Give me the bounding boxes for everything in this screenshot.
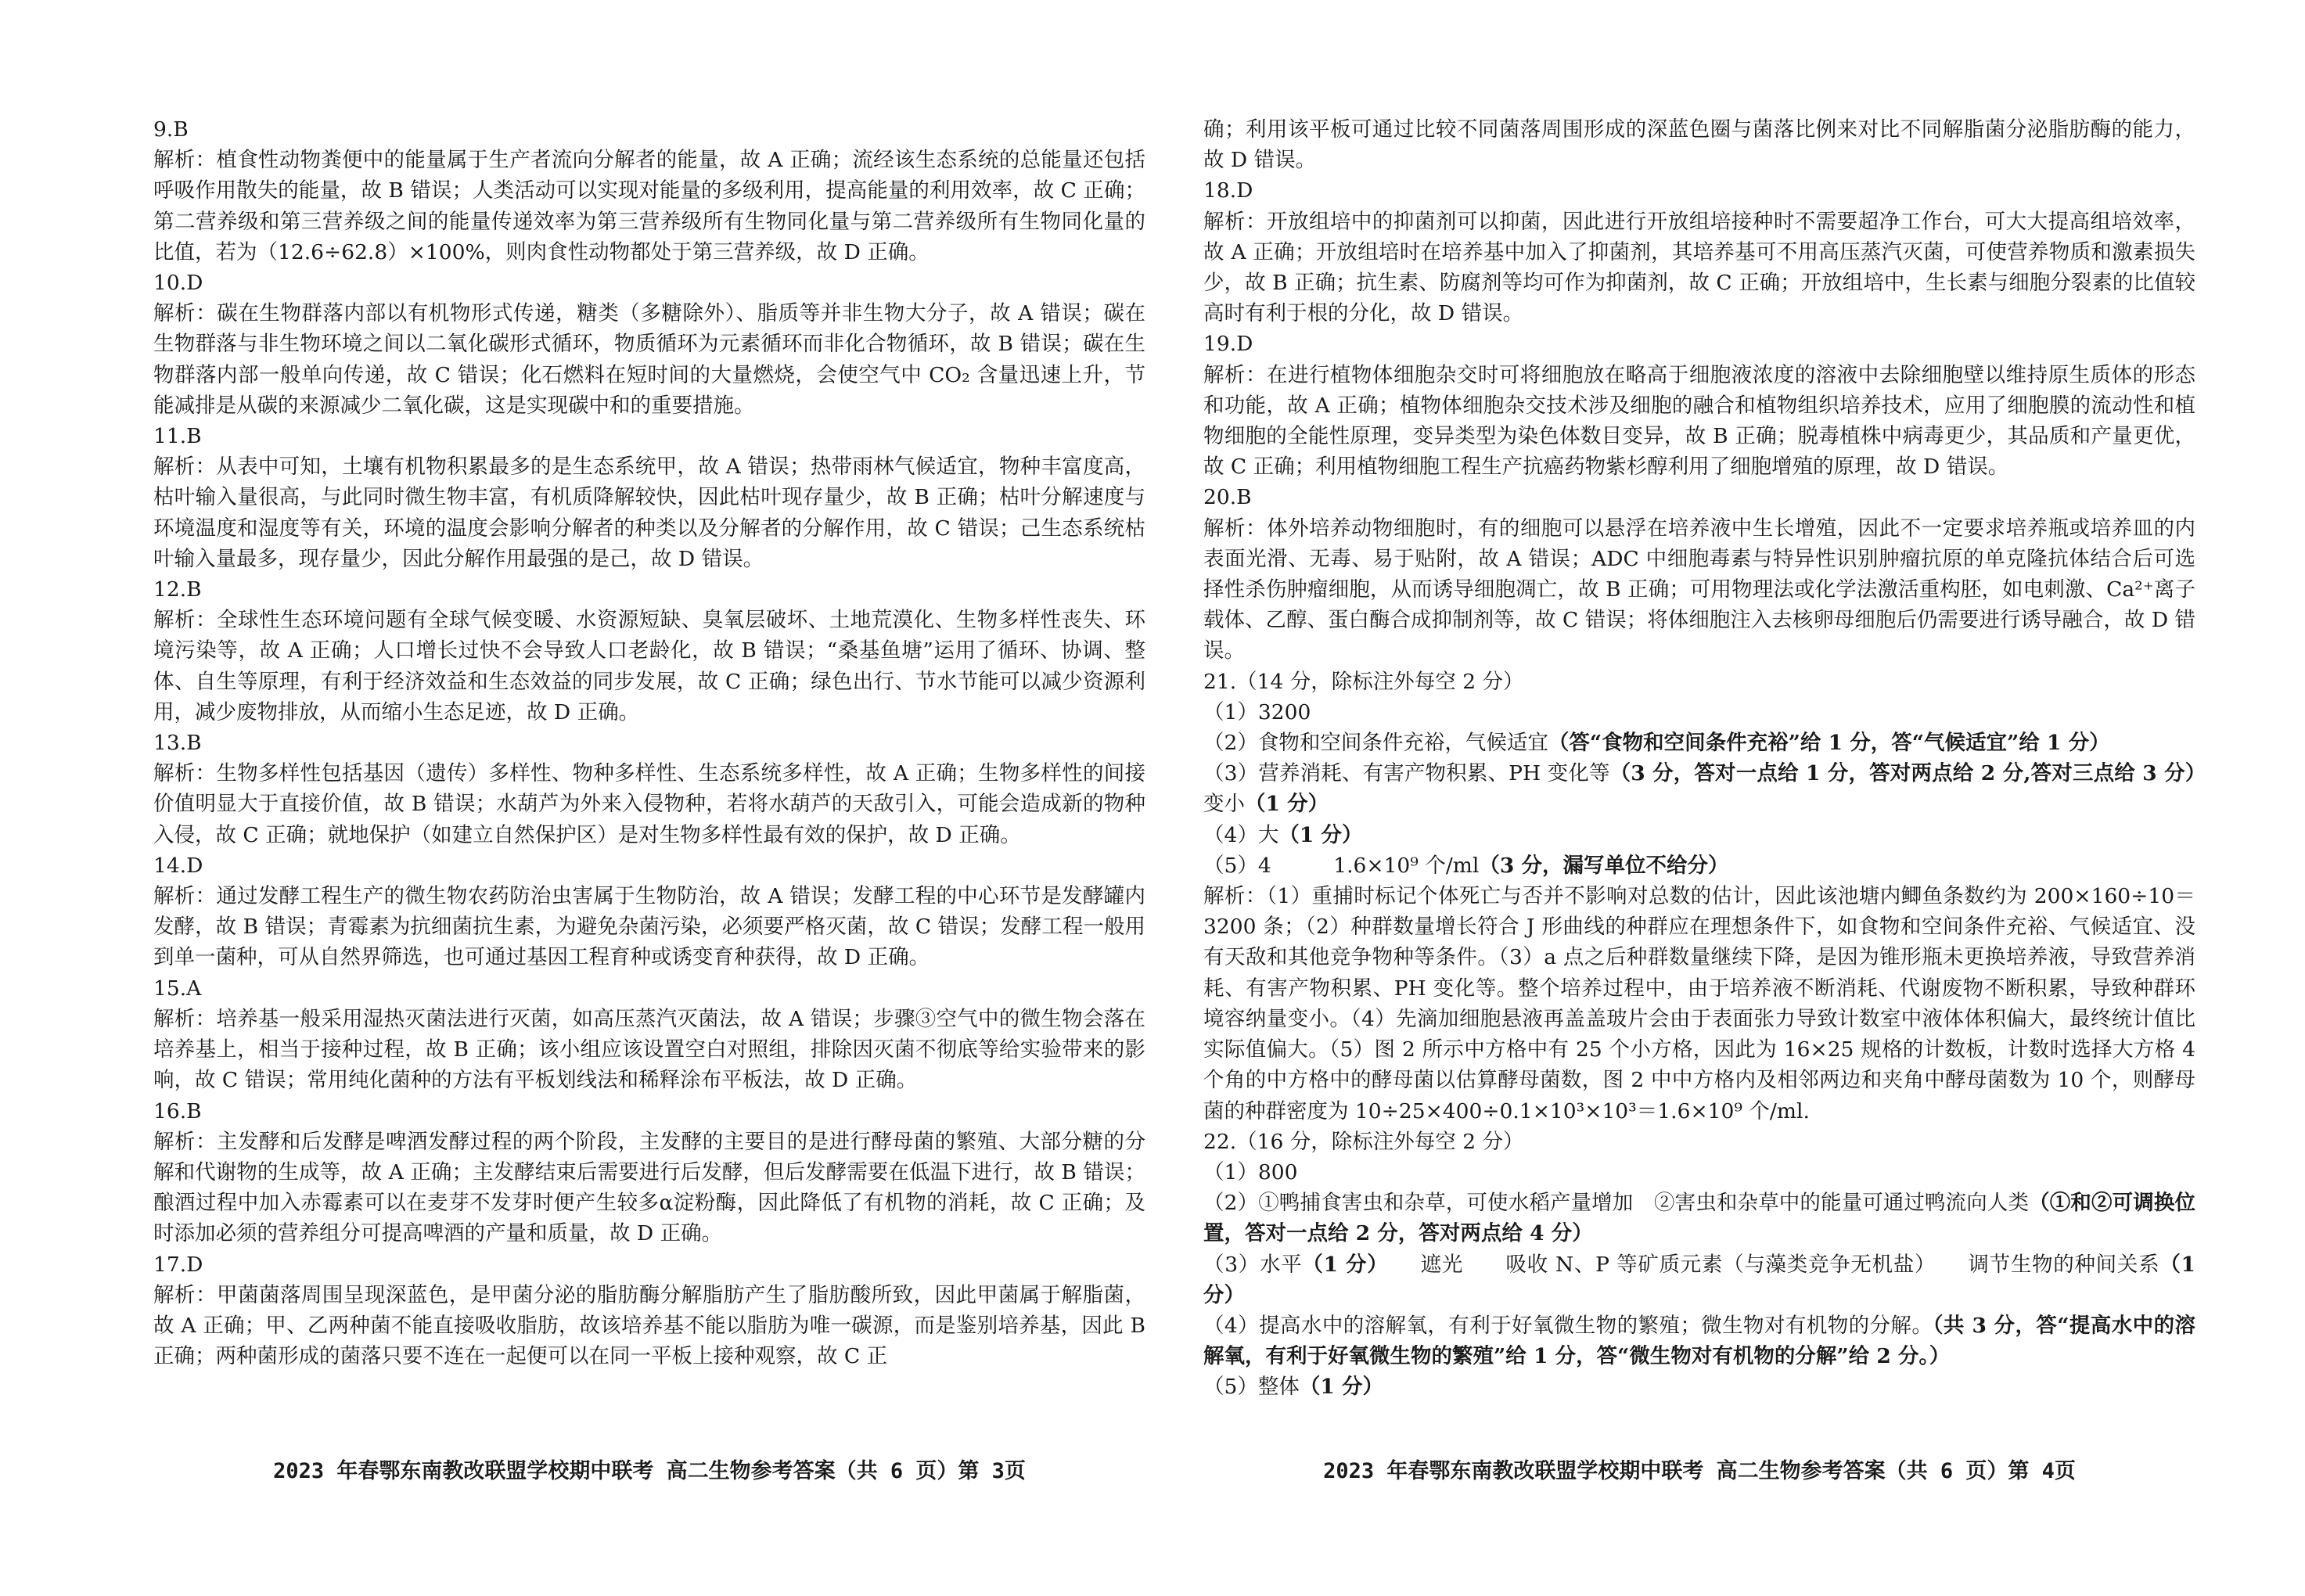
answer-heading: 17.D	[153, 1252, 203, 1277]
answer-heading: 9.B	[153, 117, 189, 142]
scoring-note: （答“食物和空间条件充裕”给 1 分，答“气候适宜”给 1 分）	[1548, 731, 2110, 756]
answer-explanation: 解析：开放组培中的抑菌剂可以抑菌，因此进行开放组培接种时不需要超净工作台，可大大提高组培效率，故 A 正确；开放组培时在培养基中加入了抑菌剂，其培养基可不用高压蒸汽灭菌，可使营养物质和激素损失少，故 B 正确；抗生素、防腐剂等均可作为抑菌剂，故 C 正确；开放组培中，生长素与细胞分裂素的比值较高时有利于根的分化，故 D 错误。	[1203, 209, 2195, 326]
scoring-note: （共 3 分，答“提高水中的溶解氧，有利于好氧微生物的繁殖”给 1 分，答“微生物对有机物的分解”给 2 分。）	[1203, 1313, 2195, 1369]
answer-heading: 10.D	[153, 271, 203, 296]
answer-line	[1203, 1249, 2195, 1310]
answer-heading: 14.D	[153, 853, 203, 878]
answer-text: （3）营养消耗、有害产物积累、PH 变化等	[1203, 761, 1610, 786]
question-heading: 21.（14 分，除标注外每空 2 分）	[1203, 669, 1524, 694]
answer-line	[1203, 758, 2195, 819]
answer-line	[1203, 1188, 2195, 1249]
question-heading: 22.（16 分，除标注外每空 2 分）	[1203, 1129, 1524, 1154]
answer-explanation: 解析：在进行植物体细胞杂交时可将细胞放在略高于细胞液浓度的溶液中去除细胞壁以维持原生质体的形态和功能，故 A 正确；植物体细胞杂交技术涉及细胞的融合和植物组织培养技术，应用了细胞膜的流动性和植物细胞的全能性原理，变异类型为染色体数目变异，故 B 正确；脱毒植株中病毒更少，其品质和产量更优，故 C 正确；利用植物细胞工程生产抗癌药物紫杉醇利用了细胞增殖的原理，故 D 错误。	[1203, 362, 2195, 480]
answer-heading: 16.B	[153, 1098, 202, 1123]
scoring-note: （1 分）	[1203, 1252, 2195, 1307]
scoring-note: （1 分）	[1278, 822, 1363, 847]
answer-text: 遮光 吸收 N、P 等矿质元素（与藻类竞争无机盐）	[1420, 1252, 1926, 1277]
answer-text: 调节生物的种间关系	[1968, 1252, 2160, 1277]
answer-explanation: 解析：碳在生物群落内部以有机物形式传递，糖类（多糖除外）、脂质等并非生物大分子，故 A 错误；碳在生物群落与非生物环境之间以二氧化碳形式循环，物质循环为元素循环而非化合物循环，故 B 错误；碳在生物群落内部一般单向传递，故 C 错误；化石燃料在短时间的大量燃烧，会使空气中 CO₂ 含量迅速上升，节能减排是从碳的来源减少二氧化碳，这是实现碳中和的重要措施。	[153, 301, 1145, 418]
answer-heading: 11.B	[153, 424, 202, 449]
answer-heading: 15.A	[153, 976, 202, 1001]
answer-line	[1203, 820, 2195, 850]
scoring-note: （3 分，漏写单位不给分）	[1479, 853, 1729, 878]
page-footer-right: 2023 年春鄂东南教改联盟学校期中联考 高二生物参考答案（共 6 页）第 4页	[1323, 1459, 2076, 1483]
answer-explanation: 解析：主发酵和后发酵是啤酒发酵过程的两个阶段，主发酵的主要目的是进行酵母菌的繁殖、大部分糖的分解和代谢物的生成等，故 A 正确；主发酵结束后需要进行后发酵，但后发酵需要在低温下进行，故 B 错误；酿酒过程中加入赤霉素可以在麦芽不发芽时便产生较多α淀粉酶，因此降低了有机物的消耗，故 C 正确；及时添加必须的营养组分可提高啤酒的产量和质量，故 D 正确。	[153, 1129, 1145, 1246]
answer-heading: 19.D	[1203, 332, 1253, 357]
answer-explanation: 解析：通过发酵工程生产的微生物农药防治虫害属于生物防治，故 A 错误；发酵工程的中心环节是发酵罐内发酵，故 B 错误；青霉素为抗细菌抗生素，为避免杂菌污染，必须要严格灭菌，故 C 错误；发酵工程一般用到单一菌种，可从自然界筛选，也可通过基因工程育种或诱变育种获得，故 D 正确。	[153, 884, 1145, 970]
scoring-note: （3 分，答对一点给 1 分，答对两点给 2 分,答对三点给 3 分）	[1609, 761, 2195, 786]
answer-explanation: 解析：从表中可知，土壤有机物积累最多的是生态系统甲，故 A 错误；热带雨林气候适宜，物种丰富度高，枯叶输入量很高，与此同时微生物丰富，有机质降解较快，因此枯叶现存量少，故 B 正确；枯叶分解速度与环境温度和湿度等有关，环境的温度会影响分解者的种类以及分解者的分解作用，故 C 错误；己生态系统枯叶输入量最多，现存量少，因此分解作用最强的是己，故 D 错误。	[153, 455, 1145, 571]
answer-text: （3）水平	[1203, 1252, 1303, 1277]
answer-text: （4）大	[1203, 822, 1279, 847]
right-page	[1203, 114, 2195, 1403]
scoring-note: （1 分）	[1302, 1252, 1379, 1277]
answer-explanation: 解析：甲菌菌落周围呈现深蓝色，是甲菌分泌的脂肪酶分解脂肪产生了脂肪酸所致，因此甲菌属于解脂菌，故 A 正确；甲、乙两种菌不能直接吸收脂肪，故该培养基不能以脂肪为唯一碳源，而是鉴别培养基，因此 B 正确；两种菌形成的菌落只要不连在一起便可以在同一平板上接种观察，故 C 正	[153, 1282, 1145, 1369]
scoring-note: （1 分）	[1245, 792, 1329, 817]
answer-line	[1203, 1371, 2195, 1402]
answer-text: （4）提高水中的溶解氧，有利于好氧微生物的繁殖；微生物对有机物的分解。	[1203, 1313, 1933, 1338]
answer-text: （5）4 1.6×10⁹ 个/ml	[1203, 853, 1480, 878]
scoring-note: （①和②可调换位置，答对一点给 2 分，答对两点给 4 分）	[1203, 1191, 2195, 1246]
left-page	[153, 114, 1145, 1371]
answer-line	[1203, 850, 2195, 881]
answer-heading: 12.B	[153, 577, 202, 602]
answer-line	[1203, 1310, 2195, 1371]
answer-heading: 13.B	[153, 731, 202, 756]
page-footer-left: 2023 年春鄂东南教改联盟学校期中联考 高二生物参考答案（共 6 页）第 3页	[273, 1459, 1026, 1483]
answer-text: （5）整体	[1203, 1375, 1300, 1400]
answer-heading: 20.B	[1203, 485, 1252, 510]
answer-explanation: 解析：全球性生态环境问题有全球气候变暖、水资源短缺、臭氧层破坏、土地荒漠化、生物多样性丧失、环境污染等，故 A 正确；人口增长过快不会导致人口老龄化，故 B 错误；“桑基鱼塘”运用了循环、协调、整体、自生等原理，有利于经济效益和生态效益的同步发展，故 C 正确；绿色出行、节水节能可以减少资源利用，减少废物排放，从而缩小生态足迹，故 D 正确。	[153, 608, 1145, 724]
answer-text: （2）①鸭捕食害虫和杂草，可使水稻产量增加 ②害虫和杂草中的能量可通过鸭流向人类	[1203, 1191, 2030, 1216]
scoring-note: （1 分）	[1299, 1375, 1384, 1400]
answer-explanation: 解析：（1）重捕时标记个体死亡与否并不影响对总数的估计，因此该池塘内鲫鱼条数约为 200×160÷10＝3200 条；（2）种群数量增长符合 J 形曲线的种群应在理想条件下，如食物和空间条件充裕、气候适宜、没有天敌和其他竞争物种等条件。（3）a 点之后种群数量继续下降，是因为锥形瓶未更换培养液，导致营养消耗、有害产物积累、PH 变化等。整个培养过程中，由于培养液不断消耗、代谢废物不断积累，导致种群环境容纳量变小。（4）先滴加细胞悬液再盖盖玻片会由于表面张力导致计数室中液体体积偏大，最终统计值比实际值偏大。（5）图 2 所示中方格中有 25 个小方格，因此为 16×25 规格的计数板，计数时选择大方格 4 个角的中方格中的酵母菌以估算酵母菌数，图 2 中中方格内及相邻两边和夹角中酵母菌数为 10 个，则酵母菌的种群密度为 10÷25×400÷0.1×10³×10³＝1.6×10⁹ 个/ml.	[1203, 884, 2195, 1123]
answer-text: （2）食物和空间条件充裕，气候适宜	[1203, 731, 1548, 756]
answer-explanation: 解析：植食性动物粪便中的能量属于生产者流向分解者的能量，故 A 正确；流经该生态系统的总能量还包括呼吸作用散失的能量，故 B 错误；人类活动可以实现对能量的多级利用，提高能量的利用效率，故 C 正确；第二营养级和第三营养级之间的能量传递效率为第三营养级所有生物同化量与第二营养级所有生物同化量的比值，若为（12.6÷62.8）×100%，则肉食性动物都处于第三营养级，故 D 正确。	[153, 148, 1145, 264]
answer-text: 变小	[1203, 792, 1245, 817]
answer-line: （1）800	[1203, 1159, 1298, 1184]
answer-line	[1203, 728, 2195, 758]
answer-explanation: 解析：生物多样性包括基因（遗传）多样性、物种多样性、生态系统多样性，故 A 正确；生物多样性的间接价值明显大于直接价值，故 B 错误；水葫芦为外来入侵物种，若将水葫芦的天敌引入，可能会造成新的物种入侵，故 C 正确；就地保护（如建立自然保护区）是对生物多样性最有效的保护，故 D 正确。	[153, 761, 1145, 847]
answer-explanation: 解析：体外培养动物细胞时，有的细胞可以悬浮在培养液中生长增殖，因此不一定要求培养瓶或培养皿的内表面光滑、无毒、易于贴附，故 A 错误；ADC 中细胞毒素与特异性识别肿瘤抗原的单克隆抗体结合后可选择性杀伤肿瘤细胞，从而诱导细胞凋亡，故 B 正确；可用物理法或化学法激活重构胚，如电刺激、Ca²⁺离子载体、乙醇、蛋白酶合成抑制剂等，故 C 错误；将体细胞注入去核卵母细胞后仍需要进行诱导融合，故 D 错误。	[1203, 516, 2195, 663]
answer-explanation: 解析：培养基一般采用湿热灭菌法进行灭菌，如高压蒸汽灭菌法，故 A 错误；步骤③空气中的微生物会落在培养基上，相当于接种过程，故 B 正确；该小组应该设置空白对照组，排除因灭菌不彻底等给实验带来的影响，故 C 错误；常用纯化菌种的方法有平板划线法和稀释涂布平板法，故 D 正确。	[153, 1006, 1145, 1093]
answer-explanation: 确；利用该平板可通过比较不同菌落周围形成的深蓝色圈与菌落比例来对比不同解脂菌分泌脂肪酶的能力，故 D 错误。	[1203, 117, 2195, 173]
answer-line: （1）3200	[1203, 699, 1311, 724]
answer-heading: 18.D	[1203, 178, 1253, 203]
